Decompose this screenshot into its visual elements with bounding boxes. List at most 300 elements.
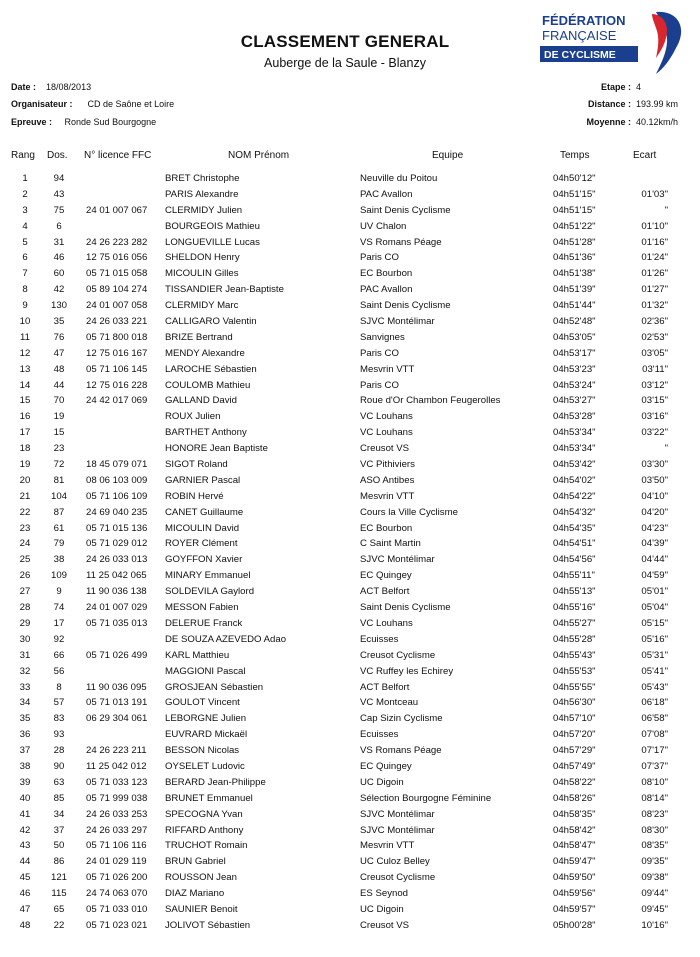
- cell-rang: 4: [22, 220, 28, 232]
- cell-equipe: EC Quingey: [360, 570, 412, 582]
- cell-nom: BRUN Gabriel: [165, 856, 226, 868]
- cell-rang: 25: [19, 554, 31, 566]
- cell-nom: DIAZ Mariano: [165, 888, 225, 900]
- cell-licence: 11 25 042 012: [86, 760, 147, 772]
- cell-equipe: Creusot Cyclisme: [360, 649, 436, 661]
- cell-licence: 24 01 029 119: [86, 856, 147, 868]
- cell-temps: 04h51'38": [553, 268, 596, 280]
- cell-dos: 74: [53, 602, 65, 614]
- logo-line2: FRANÇAISE: [542, 28, 617, 43]
- cell-ecart: 04'59": [641, 570, 668, 582]
- logo-line3: DE CYCLISME: [544, 49, 616, 61]
- cell-equipe: Saint Denis Cyclisme: [360, 602, 451, 614]
- distance-value: 193.99 km: [636, 99, 679, 109]
- cell-nom: SOLDEVILA Gaylord: [165, 586, 255, 598]
- cell-equipe: UC Digoin: [360, 776, 404, 788]
- cell-temps: 04h53'42": [553, 459, 596, 471]
- table-row: [0, 682, 700, 698]
- cell-equipe: Mesvrin VTT: [360, 840, 415, 852]
- cell-temps: 04h51'15": [553, 188, 596, 200]
- cell-dos: 63: [53, 776, 65, 788]
- cell-dos: 37: [53, 824, 65, 836]
- cell-rang: 7: [22, 268, 28, 280]
- table-row: [0, 237, 700, 253]
- distance-line: [588, 99, 686, 109]
- cell-equipe: ASO Antibes: [360, 474, 415, 486]
- cell-dos: 56: [53, 665, 65, 677]
- cell-licence: 24 01 007 058: [86, 300, 148, 312]
- cell-dos: 46: [53, 252, 65, 264]
- cell-temps: 04h54'22": [553, 490, 596, 502]
- cell-equipe: EC Quingey: [360, 760, 412, 772]
- cell-temps: 04h51'15": [553, 204, 596, 216]
- etape-label: Etape :: [600, 82, 631, 92]
- cell-equipe: VS Romans Péage: [360, 236, 442, 248]
- table-row: [0, 284, 700, 300]
- cell-nom: CLERMIDY Marc: [165, 300, 239, 312]
- cell-temps: 04h58'35": [553, 808, 596, 820]
- cell-licence: 05 71 800 018: [86, 331, 148, 343]
- cell-dos: 61: [53, 522, 65, 534]
- cell-equipe: VS Romans Péage: [360, 745, 442, 757]
- cell-ecart: 07'37": [641, 760, 668, 772]
- page-subtitle: Auberge de la Saule - Blanzy: [264, 56, 426, 70]
- cell-equipe: UC Digoin: [360, 903, 404, 915]
- cell-rang: 14: [19, 379, 31, 391]
- cell-ecart: ": [664, 204, 668, 216]
- cell-licence: 05 71 033 010: [86, 903, 148, 915]
- cell-temps: 04h55'16": [553, 602, 596, 614]
- cell-licence: 05 71 999 038: [86, 792, 148, 804]
- cell-temps: 04h54'56": [553, 554, 596, 566]
- cell-dos: 72: [53, 459, 65, 471]
- cell-dos: 83: [53, 713, 65, 725]
- cell-rang: 44: [19, 856, 31, 868]
- table-row: [0, 189, 700, 205]
- cell-nom: BOURGEOIS Mathieu: [165, 220, 260, 232]
- cell-ecart: 01'24": [641, 252, 668, 264]
- cell-rang: 11: [20, 331, 30, 343]
- cell-ecart: 04'10": [641, 490, 668, 502]
- cell-ecart: 04'20": [641, 506, 668, 518]
- cell-dos: 86: [53, 856, 65, 868]
- cell-licence: 24 26 033 297: [86, 824, 148, 836]
- cell-nom: MINARY Emmanuel: [165, 570, 251, 582]
- cell-nom: BERARD Jean-Philippe: [165, 776, 266, 788]
- cell-temps: 04h55'13": [553, 586, 596, 598]
- cell-dos: 23: [53, 443, 65, 455]
- table-row: [0, 634, 700, 650]
- cell-rang: 20: [19, 474, 31, 486]
- cell-ecart: ": [664, 443, 668, 455]
- cell-dos: 90: [53, 760, 65, 772]
- table-row: [0, 650, 700, 666]
- cell-licence: 05 89 104 274: [86, 284, 148, 296]
- cell-nom: CALLIGARO Valentin: [165, 316, 257, 328]
- cell-nom: OYSELET Ludovic: [165, 760, 245, 772]
- cell-licence: 05 71 023 021: [86, 919, 148, 931]
- table-row: [0, 300, 700, 316]
- cell-nom: ROUSSON Jean: [165, 872, 237, 884]
- cell-dos: 79: [53, 538, 65, 550]
- cell-ecart: 06'18": [641, 697, 668, 709]
- cell-dos: 115: [51, 888, 67, 900]
- cell-ecart: 09'45": [641, 903, 668, 915]
- cell-dos: 47: [53, 347, 65, 359]
- table-row: [0, 316, 700, 332]
- cell-dos: 35: [53, 316, 65, 328]
- cell-temps: 04h53'23": [553, 363, 596, 375]
- cell-rang: 15: [19, 395, 31, 407]
- cell-equipe: Creusot VS: [360, 919, 410, 931]
- cell-rang: 30: [19, 633, 31, 645]
- cell-equipe: Neuville du Poitou: [360, 173, 438, 184]
- cell-licence: 24 69 040 235: [86, 506, 148, 518]
- cell-equipe: EC Bourbon: [360, 268, 413, 280]
- cell-dos: 104: [50, 490, 67, 502]
- cell-dos: 34: [53, 808, 65, 820]
- cell-equipe: ES Seynod: [360, 888, 409, 900]
- cell-nom: MESSON Fabien: [165, 602, 239, 614]
- cell-nom: GROSJEAN Sébastien: [165, 681, 264, 693]
- cell-dos: 22: [53, 919, 65, 931]
- cell-temps: 04h51'28": [553, 236, 596, 248]
- cell-rang: 1: [22, 173, 28, 184]
- cell-temps: 04h54'02": [553, 474, 596, 486]
- cell-rang: 8: [22, 284, 28, 296]
- cell-dos: 60: [53, 268, 65, 280]
- cell-nom: MAGGIONI Pascal: [165, 665, 246, 677]
- cell-ecart: 04'39": [641, 538, 668, 550]
- cell-dos: 9: [56, 586, 62, 598]
- cell-licence: 12 75 016 167: [86, 347, 148, 359]
- table-row: [0, 761, 700, 777]
- cell-rang: 32: [19, 665, 31, 677]
- ffc-logo: [538, 8, 686, 78]
- cell-temps: 04h53'24": [553, 379, 596, 391]
- table-row: [0, 364, 700, 380]
- cell-dos: 50: [53, 840, 65, 852]
- table-row: [0, 538, 700, 554]
- cell-rang: 24: [19, 538, 31, 550]
- cell-equipe: Roue d'Or Chambon Feugerolles: [360, 395, 501, 407]
- cell-nom: LAROCHE Sébastien: [165, 363, 257, 375]
- cell-rang: 26: [19, 570, 31, 582]
- table-row: [0, 395, 700, 411]
- cell-equipe: Creusot Cyclisme: [360, 872, 436, 884]
- cell-temps: 04h57'10": [553, 713, 596, 725]
- cell-dos: 31: [53, 236, 65, 248]
- table-row: [0, 523, 700, 539]
- table-row: [0, 777, 700, 793]
- cell-rang: 36: [19, 729, 31, 741]
- cell-nom: BRIZE Bertrand: [165, 331, 233, 343]
- etape-value: 4: [636, 82, 642, 92]
- cell-rang: 21: [19, 490, 31, 502]
- cell-licence: 12 75 016 056: [86, 252, 148, 264]
- logo-line1: FÉDÉRATION: [542, 13, 626, 28]
- col-dos: Dos.: [47, 150, 68, 161]
- organisateur-line: [11, 99, 174, 109]
- table-row: [0, 666, 700, 682]
- cell-nom: LONGUEVILLE Lucas: [165, 236, 260, 248]
- cell-ecart: 05'43": [641, 681, 668, 693]
- col-ecart: Ecart: [633, 150, 657, 161]
- cell-equipe: Sanvignes: [360, 331, 405, 343]
- cell-equipe: Ecuisses: [360, 633, 399, 645]
- results-table: [0, 173, 700, 936]
- table-row: [0, 173, 700, 189]
- cell-ecart: 03'16": [641, 411, 668, 423]
- cell-dos: 48: [53, 363, 65, 375]
- cell-equipe: PAC Avallon: [360, 284, 413, 296]
- cell-temps: 04h53'17": [553, 347, 596, 359]
- cell-rang: 29: [19, 617, 31, 629]
- cell-ecart: 03'15": [641, 395, 668, 407]
- cell-nom: BARTHET Anthony: [165, 427, 247, 439]
- cell-equipe: SJVC Montélimar: [360, 824, 435, 836]
- table-row: [0, 825, 700, 841]
- cell-dos: 38: [53, 554, 65, 566]
- cell-ecart: 01'32": [641, 300, 668, 312]
- col-equipe: Equipe: [432, 150, 464, 161]
- cell-rang: 13: [19, 363, 31, 375]
- distance-label: Distance :: [587, 99, 631, 109]
- cell-temps: 04h53'34": [553, 427, 596, 439]
- cell-licence: 24 01 007 067: [86, 204, 148, 216]
- cell-dos: 87: [53, 506, 65, 518]
- table-row: [0, 904, 700, 920]
- cell-temps: 04h59'57": [553, 903, 596, 915]
- cell-temps: 05h00'28": [553, 919, 596, 931]
- cell-nom: EUVRARD Mickaël: [165, 729, 248, 741]
- cell-equipe: Saint Denis Cyclisme: [360, 204, 451, 216]
- cell-ecart: 05'41": [641, 665, 668, 677]
- table-row: [0, 443, 700, 459]
- cell-temps: 04h59'56": [553, 888, 596, 900]
- cell-licence: 24 26 033 253: [86, 808, 148, 820]
- moyenne-value: 40.12km/h: [636, 117, 679, 127]
- cell-ecart: 05'15": [641, 617, 668, 629]
- cell-rang: 45: [19, 872, 31, 884]
- cell-rang: 23: [19, 522, 31, 534]
- cell-ecart: 08'14": [641, 792, 668, 804]
- cell-licence: 12 75 016 228: [86, 379, 148, 391]
- organisateur-label: Organisateur :: [11, 99, 73, 109]
- cell-dos: 121: [50, 872, 67, 884]
- cell-licence: 11 90 036 095: [86, 681, 147, 693]
- cell-dos: 6: [56, 220, 62, 232]
- cell-temps: 04h51'39": [553, 284, 596, 296]
- cell-nom: BESSON Nicolas: [165, 745, 240, 757]
- cell-rang: 33: [19, 681, 31, 693]
- cell-ecart: 08'30": [641, 824, 668, 836]
- cell-nom: SIGOT Roland: [165, 459, 228, 471]
- cell-ecart: 08'23": [641, 808, 668, 820]
- cell-temps: 04h57'49": [553, 760, 596, 772]
- table-row: [0, 793, 700, 809]
- cell-rang: 28: [19, 602, 31, 614]
- cell-ecart: 04'44": [641, 554, 668, 566]
- table-row: [0, 618, 700, 634]
- cell-temps: 04h55'28": [553, 633, 596, 645]
- table-row: [0, 459, 700, 475]
- cell-nom: DE SOUZA AZEVEDO Adao: [165, 633, 287, 645]
- cell-temps: 04h54'32": [553, 506, 596, 518]
- col-rang: Rang: [11, 150, 35, 161]
- table-row: [0, 570, 700, 586]
- cell-licence: 06 29 304 061: [86, 713, 148, 725]
- table-row: [0, 920, 700, 936]
- cell-temps: 04h52'48": [553, 316, 596, 328]
- cell-licence: 05 71 106 116: [86, 840, 147, 852]
- cell-nom: SAUNIER Benoit: [165, 903, 238, 915]
- cell-dos: 130: [50, 300, 67, 312]
- cell-nom: KARL Matthieu: [165, 649, 230, 661]
- organisateur-value: CD de Saône et Loire: [87, 99, 175, 109]
- cell-rang: 10: [19, 316, 31, 328]
- cell-equipe: Saint Denis Cyclisme: [360, 300, 451, 312]
- cell-ecart: 10'16": [641, 919, 668, 931]
- cell-equipe: VC Ruffey les Echirey: [360, 665, 454, 677]
- cell-equipe: Creusot VS: [360, 443, 410, 455]
- cell-dos: 70: [53, 395, 65, 407]
- cell-rang: 48: [19, 919, 31, 931]
- cell-equipe: UC Culoz Belley: [360, 856, 430, 868]
- cell-rang: 22: [19, 506, 31, 518]
- table-row: [0, 809, 700, 825]
- cell-nom: GOYFFON Xavier: [165, 554, 243, 566]
- table-row: [0, 872, 700, 888]
- cell-temps: 04h57'20": [553, 729, 596, 741]
- cell-equipe: Paris CO: [360, 252, 399, 264]
- etape-line: [601, 82, 686, 92]
- cell-dos: 94: [53, 173, 65, 184]
- cell-licence: 05 71 029 012: [86, 538, 148, 550]
- cell-licence: 24 26 033 221: [86, 316, 148, 328]
- cell-dos: 43: [53, 188, 65, 200]
- cell-nom: ROYER Clément: [165, 538, 238, 550]
- cell-licence: 24 26 223 211: [86, 745, 147, 757]
- table-row: [0, 221, 700, 237]
- table-row: [0, 268, 700, 284]
- cell-ecart: 07'17": [641, 745, 668, 757]
- cell-ecart: 09'44": [641, 888, 668, 900]
- cell-licence: 24 26 033 013: [86, 554, 148, 566]
- cell-licence: 05 71 026 200: [86, 872, 148, 884]
- cell-temps: 04h58'47": [553, 840, 596, 852]
- cell-equipe: Paris CO: [360, 379, 399, 391]
- cell-rang: 46: [19, 888, 31, 900]
- table-row: [0, 856, 700, 872]
- cell-licence: 05 71 106 145: [86, 363, 148, 375]
- cell-ecart: 01'03": [641, 188, 668, 200]
- cell-temps: 04h53'28": [553, 411, 596, 423]
- cell-temps: 04h54'51": [553, 538, 596, 550]
- cell-ecart: 01'16": [641, 236, 668, 248]
- cell-nom: RIFFARD Anthony: [165, 824, 244, 836]
- cell-equipe: C Saint Martin: [360, 538, 421, 550]
- cell-ecart: 03'05": [641, 347, 668, 359]
- cell-rang: 9: [22, 300, 28, 312]
- table-row: [0, 252, 700, 268]
- cell-equipe: Mesvrin VTT: [360, 363, 415, 375]
- cell-nom: MENDY Alexandre: [165, 347, 245, 359]
- cell-ecart: 02'53": [641, 331, 668, 343]
- cell-nom: GOULOT Vincent: [165, 697, 240, 709]
- cell-ecart: 03'22": [641, 427, 668, 439]
- cell-equipe: Cours la Ville Cyclisme: [360, 506, 458, 518]
- cell-equipe: VC Louhans: [360, 411, 413, 423]
- cell-equipe: EC Bourbon: [360, 522, 413, 534]
- cell-rang: 16: [19, 411, 31, 423]
- cell-ecart: 09'35": [641, 856, 668, 868]
- col-temps: Temps: [560, 150, 590, 161]
- cell-nom: TRUCHOT Romain: [165, 840, 248, 852]
- cell-nom: COULOMB Mathieu: [165, 379, 251, 391]
- table-row: [0, 713, 700, 729]
- cell-licence: 05 71 015 136: [86, 522, 148, 534]
- cell-equipe: VC Louhans: [360, 427, 413, 439]
- cell-ecart: 01'27": [641, 284, 668, 296]
- cell-nom: SPECOGNA Yvan: [165, 808, 243, 820]
- cell-nom: GALLAND David: [165, 395, 237, 407]
- cell-temps: 04h51'36": [553, 252, 596, 264]
- cell-temps: 04h59'47": [553, 856, 596, 868]
- cell-rang: 5: [22, 236, 28, 248]
- cell-ecart: 03'50": [641, 474, 668, 486]
- cell-rang: 12: [19, 347, 31, 359]
- epreuve-label: Epreuve :: [11, 117, 53, 127]
- cell-equipe: Sélection Bourgogne Féminine: [360, 792, 492, 804]
- cell-nom: BRET Christophe: [165, 173, 240, 184]
- cell-rang: 37: [19, 745, 31, 757]
- cell-licence: 08 06 103 009: [86, 474, 148, 486]
- cell-rang: 38: [19, 760, 31, 772]
- cell-ecart: 08'35": [641, 840, 668, 852]
- table-row: [0, 427, 700, 443]
- cell-ecart: 05'04": [641, 602, 668, 614]
- cell-nom: ROUX Julien: [165, 411, 221, 423]
- cell-temps: 04h53'27": [553, 395, 596, 407]
- date-line: [11, 82, 91, 92]
- cell-licence: 05 71 013 191: [86, 697, 148, 709]
- cell-temps: 04h55'53": [553, 665, 596, 677]
- cell-equipe: Paris CO: [360, 347, 399, 359]
- cell-rang: 39: [19, 776, 31, 788]
- cell-rang: 41: [19, 808, 31, 820]
- cell-nom: BRUNET Emmanuel: [165, 792, 253, 804]
- cell-equipe: Mesvrin VTT: [360, 490, 415, 502]
- cell-rang: 42: [19, 824, 31, 836]
- cell-dos: 92: [53, 633, 65, 645]
- cell-equipe: PAC Avallon: [360, 188, 413, 200]
- cell-ecart: 08'10": [641, 776, 668, 788]
- cell-nom: MICOULIN Gilles: [165, 268, 239, 280]
- cell-temps: 04h59'50": [553, 872, 596, 884]
- cell-equipe: Cap Sizin Cyclisme: [360, 713, 443, 725]
- cell-temps: 04h55'55": [553, 681, 596, 693]
- cell-rang: 17: [19, 427, 31, 439]
- cell-rang: 2: [22, 188, 28, 200]
- cell-dos: 8: [56, 681, 62, 693]
- cell-ecart: 04'23": [641, 522, 668, 534]
- cell-ecart: 03'30": [641, 459, 668, 471]
- epreuve-line: [11, 117, 156, 127]
- cell-ecart: 05'01": [641, 586, 668, 598]
- table-row: [0, 602, 700, 618]
- cell-temps: 04h57'29": [553, 745, 596, 757]
